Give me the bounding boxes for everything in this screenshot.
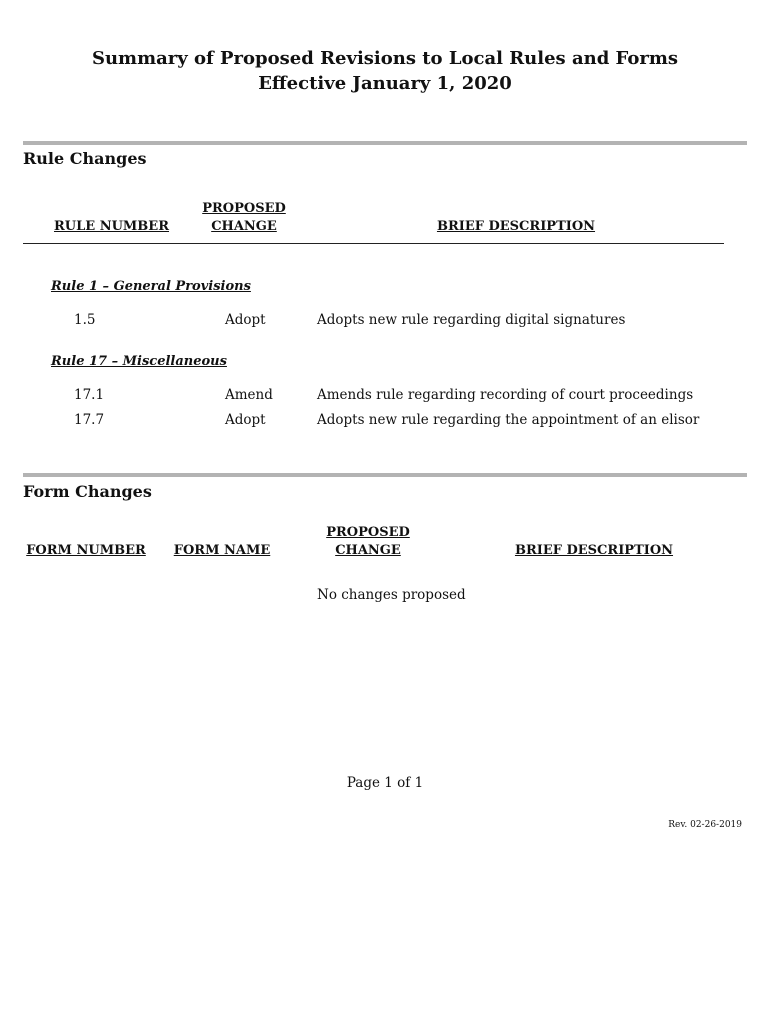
document-title-line2: Effective January 1, 2020 [258, 73, 512, 94]
form-changes-heading: Form Changes [23, 482, 152, 501]
col-header-form-number: FORM NUMBER [26, 543, 146, 558]
rule-description-cell: Adopts new rule regarding the appointment of an elisor [317, 412, 700, 428]
col-header-proposed: PROPOSED [326, 525, 410, 540]
rule-number-cell: 17.1 [74, 387, 105, 403]
col-header-brief-description: BRIEF DESCRIPTION [514, 543, 674, 558]
col-header-change: CHANGE [335, 543, 401, 558]
rule-change-cell: Adopt [225, 312, 266, 328]
rule-change-cell: Adopt [225, 412, 266, 428]
revision-date: Rev. 02-26-2019 [668, 820, 742, 830]
col-header-change: CHANGE [211, 219, 277, 234]
rule-description-cell: Amends rule regarding recording of court proceedings [317, 387, 694, 403]
no-changes-message: No changes proposed [317, 587, 466, 603]
section-divider [23, 141, 747, 145]
page-number: Page 1 of 1 [346, 775, 424, 791]
rule-number-cell: 1.5 [74, 312, 96, 328]
rule-group-heading: Rule 17 – Miscellaneous [51, 354, 227, 369]
document-title-line1: Summary of Proposed Revisions to Local Rules and Forms [91, 48, 679, 69]
rule-number-cell: 17.7 [74, 412, 105, 428]
rule-description-cell: Adopts new rule regarding digital signatures [317, 312, 626, 328]
col-header-form-name: FORM NAME [173, 543, 271, 558]
rule-changes-heading: Rule Changes [23, 149, 147, 168]
rule-change-cell: Amend [225, 387, 273, 403]
rule-group-heading: Rule 1 – General Provisions [51, 279, 251, 294]
col-header-rule-number: RULE NUMBER [53, 219, 170, 234]
table-header-rule [23, 243, 724, 244]
col-header-proposed: PROPOSED [202, 201, 286, 216]
section-divider [23, 473, 747, 477]
col-header-brief-description: BRIEF DESCRIPTION [436, 219, 596, 234]
